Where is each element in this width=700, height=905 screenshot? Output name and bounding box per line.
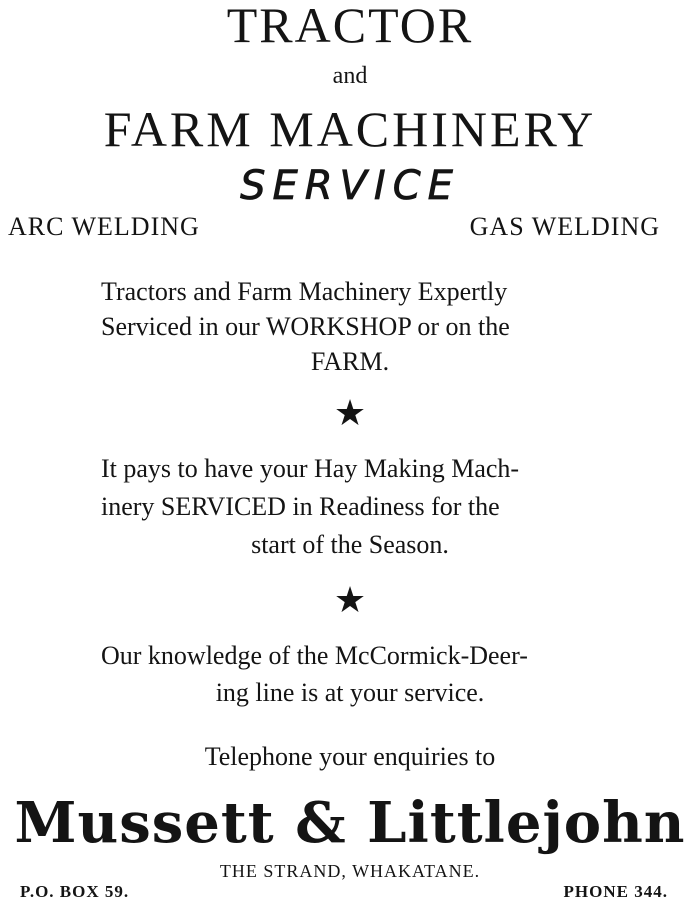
service-arc-welding: ARC WELDING: [8, 212, 200, 241]
paragraph-line: It pays to have your Hay Making Mach-: [101, 454, 520, 483]
phone-number: PHONE 344.: [563, 882, 668, 901]
paragraph-line: start of the Season.: [251, 530, 449, 559]
paragraph-line: Tractors and Farm Machinery Expertly: [101, 277, 508, 306]
company-address: THE STRAND, WHAKATANE.: [219, 861, 481, 881]
headline-service: SERVICE: [240, 163, 460, 209]
headline-connector: and: [332, 63, 368, 89]
headline-farm-machinery: FARM MACHINERY: [103, 101, 597, 157]
service-gas-welding: GAS WELDING: [469, 212, 660, 241]
paragraph-line: Serviced in our WORKSHOP or on the: [101, 312, 510, 341]
star-icon: ★: [333, 580, 367, 621]
paragraph-line: inery SERVICED in Readiness for the: [101, 492, 500, 521]
paragraph-line: ing line is at your service.: [215, 678, 485, 707]
call-to-action: Telephone your enquiries to: [204, 742, 496, 771]
star-icon: ★: [333, 393, 367, 434]
po-box: P.O. BOX 59.: [20, 882, 130, 901]
headline-tractor: TRACTOR: [226, 0, 474, 53]
paragraph-line: Our knowledge of the McCormick-Deer-: [101, 641, 528, 670]
company-name: Mussett & Littlejohn: [14, 790, 686, 856]
paragraph-line: FARM.: [310, 347, 390, 376]
